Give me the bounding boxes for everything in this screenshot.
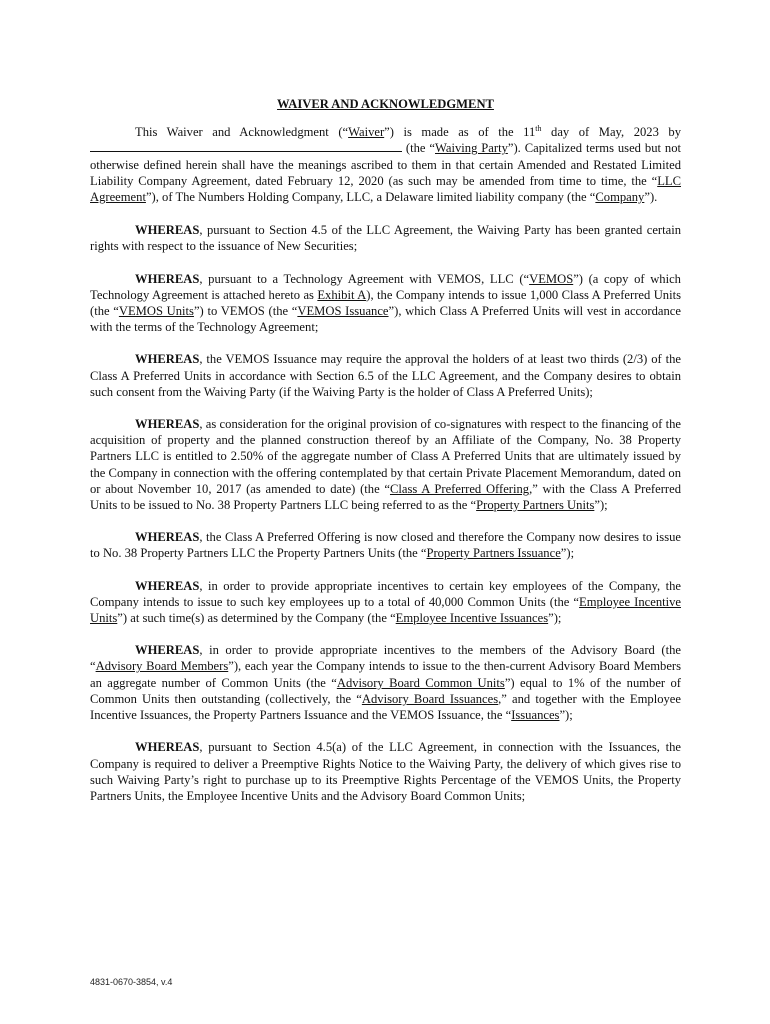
document-page xyxy=(90,96,681,820)
whereas-lead: WHEREAS xyxy=(135,740,200,755)
text: , pursuant to Section 4.5(a) of the LLC Agreement, in connection with the Issuances, the Company is required to deliver a Preemptive Rights Notice to the Waiving Party, the delivery of which gives rise to such Waiving Party’s right to purchase up to its Preemptive Rights Percentage of the VEMOS Units, the Property Partners Units, the Employee Incentive Units and the Advisory Board Common Units; xyxy=(90,740,681,803)
whereas-paragraph-5 xyxy=(90,529,681,561)
text: ”) (a copy of which Technology Agreement is attached hereto as xyxy=(90,271,681,302)
text: ”); xyxy=(560,546,575,561)
defined-term: Waiver xyxy=(348,125,385,140)
whereas-paragraph-2 xyxy=(90,271,681,336)
defined-term: Employee Incentive Units xyxy=(90,594,681,626)
text: ), the Company intends to issue 1,000 Class A Preferred Units (the “ xyxy=(90,287,681,319)
text: , as consideration for the original provision of co-signatures with respect to the financing of the acquisition of property and the planned construction thereof by an Affiliate of the Company, No. 38 Property Partners LLC is entitled to 2.50% of the aggregate number of Class A Preferred Units that are ultimately issued by the Company in connection with the offering contemplated by that certain Private Placement Memorandum, dated on or about November 10, 2017 (as amended to date) (the “ xyxy=(90,417,681,496)
text: ,” with the Class A Preferred Units to be issued to No. 38 Property Partners LLC being referred to as the “ xyxy=(90,481,681,513)
defined-term: Issuances xyxy=(511,708,560,723)
text: , in order to provide appropriate incentives to certain key employees of the Company, the Company intends to issue to such key employees up to a total of 40,000 Common Units (the “ xyxy=(90,578,681,609)
text: ”) to VEMOS (the “ xyxy=(193,304,298,319)
defined-term: VEMOS Units xyxy=(118,304,194,319)
whereas-paragraph-7 xyxy=(90,642,681,723)
text: , the VEMOS Issuance may require the approval the holders of at least two thirds (2/3) of the Class A Preferred Units in accordance with Section 6.5 of the LLC Agreement, and the Company desires to obtain such consent from the Waiving Party (if the Waiving Party is the holder of Class A Preferred Units); xyxy=(90,352,681,399)
text: , the Class A Preferred Offering is now closed and therefore the Company now desires to issue to No. 38 Property Partners LLC the Property Partners Units (the “ xyxy=(90,530,681,561)
defined-term: VEMOS Issuance xyxy=(297,304,389,319)
signature-blank xyxy=(90,141,402,152)
text: This Waiver and Acknowledgment (“ xyxy=(135,125,349,140)
text: ”), which Class A Preferred Units will vest in accordance with the terms of the Technology Agreement; xyxy=(90,304,681,335)
text: ”) is made as of the 11 xyxy=(384,125,536,140)
whereas-lead: WHEREAS xyxy=(135,352,200,367)
ordinal-suffix: th xyxy=(535,124,542,134)
whereas-paragraph-1 xyxy=(90,222,681,254)
text: ”) at such time(s) as determined by the Company (the “ xyxy=(117,611,396,626)
defined-term: Exhibit A xyxy=(317,287,367,302)
document-title: WAIVER AND ACKNOWLEDGMENT xyxy=(277,97,494,111)
defined-term: Class A Preferred Offering xyxy=(389,481,530,496)
whereas-lead: WHEREAS xyxy=(135,271,200,286)
document-footer-id: 4831-0670-3854, v.4 xyxy=(90,977,173,987)
whereas-lead: WHEREAS xyxy=(135,578,200,593)
text: ”); xyxy=(594,498,608,513)
intro-paragraph xyxy=(90,124,681,205)
text: ”); xyxy=(559,708,573,723)
defined-term: Advisory Board Members xyxy=(95,659,229,674)
whereas-paragraph-6 xyxy=(90,578,681,627)
whereas-paragraph-3 xyxy=(90,351,681,400)
whereas-lead: WHEREAS xyxy=(135,643,200,658)
defined-term: Property Partners Issuance xyxy=(426,546,561,561)
text: ,” and together with the Employee Incentive Issuances, the Property Partners Issuance and the VEMOS Issuance, the “ xyxy=(90,691,681,723)
whereas-lead: WHEREAS xyxy=(135,417,200,432)
defined-term: Advisory Board Common Units xyxy=(336,675,505,690)
text: ”); xyxy=(548,611,562,626)
text: (the “ xyxy=(402,141,436,156)
text: day of May, 2023 by xyxy=(541,125,682,140)
text: ”), of The Numbers Holding Company, LLC, a Delaware limited liability company (the “ xyxy=(145,190,596,205)
text: ”) equal to 1% of the number of Common Units then outstanding (collectively, the “ xyxy=(90,675,682,706)
whereas-lead: WHEREAS xyxy=(135,530,200,545)
defined-term: Property Partners Units xyxy=(476,498,595,513)
defined-term: Waiving Party xyxy=(435,141,508,156)
defined-term: Employee Incentive Issuances xyxy=(395,611,549,626)
text: ”), each year the Company intends to issue to the then-current Advisory Board Members an aggregate number of Common Units (the “ xyxy=(90,659,682,690)
defined-term: LLC Agreement xyxy=(90,173,681,205)
whereas-paragraph-4 xyxy=(90,416,681,513)
defined-term: Company xyxy=(595,190,645,205)
text: , pursuant to a Technology Agreement with VEMOS, LLC (“ xyxy=(199,271,530,286)
whereas-paragraph-8 xyxy=(90,739,681,804)
text: ”). xyxy=(644,190,658,205)
text: ”). Capitalized terms used but not otherwise defined herein shall have the meanings ascribed to them in that certain Amended and Restated Limited Liability Company Agreement, dated February 12, 2020 (as such may be amended from time to time, the “ xyxy=(90,141,681,188)
text: , pursuant to Section 4.5 of the LLC Agreement, the Waiving Party has been granted certain rights with respect to the issuance of New Securities; xyxy=(90,223,681,254)
whereas-lead: WHEREAS xyxy=(135,223,200,238)
text: , in order to provide appropriate incentives to the members of the Advisory Board (the “ xyxy=(90,643,681,674)
defined-term: Advisory Board Issuances xyxy=(361,691,499,706)
defined-term: VEMOS xyxy=(529,271,574,286)
